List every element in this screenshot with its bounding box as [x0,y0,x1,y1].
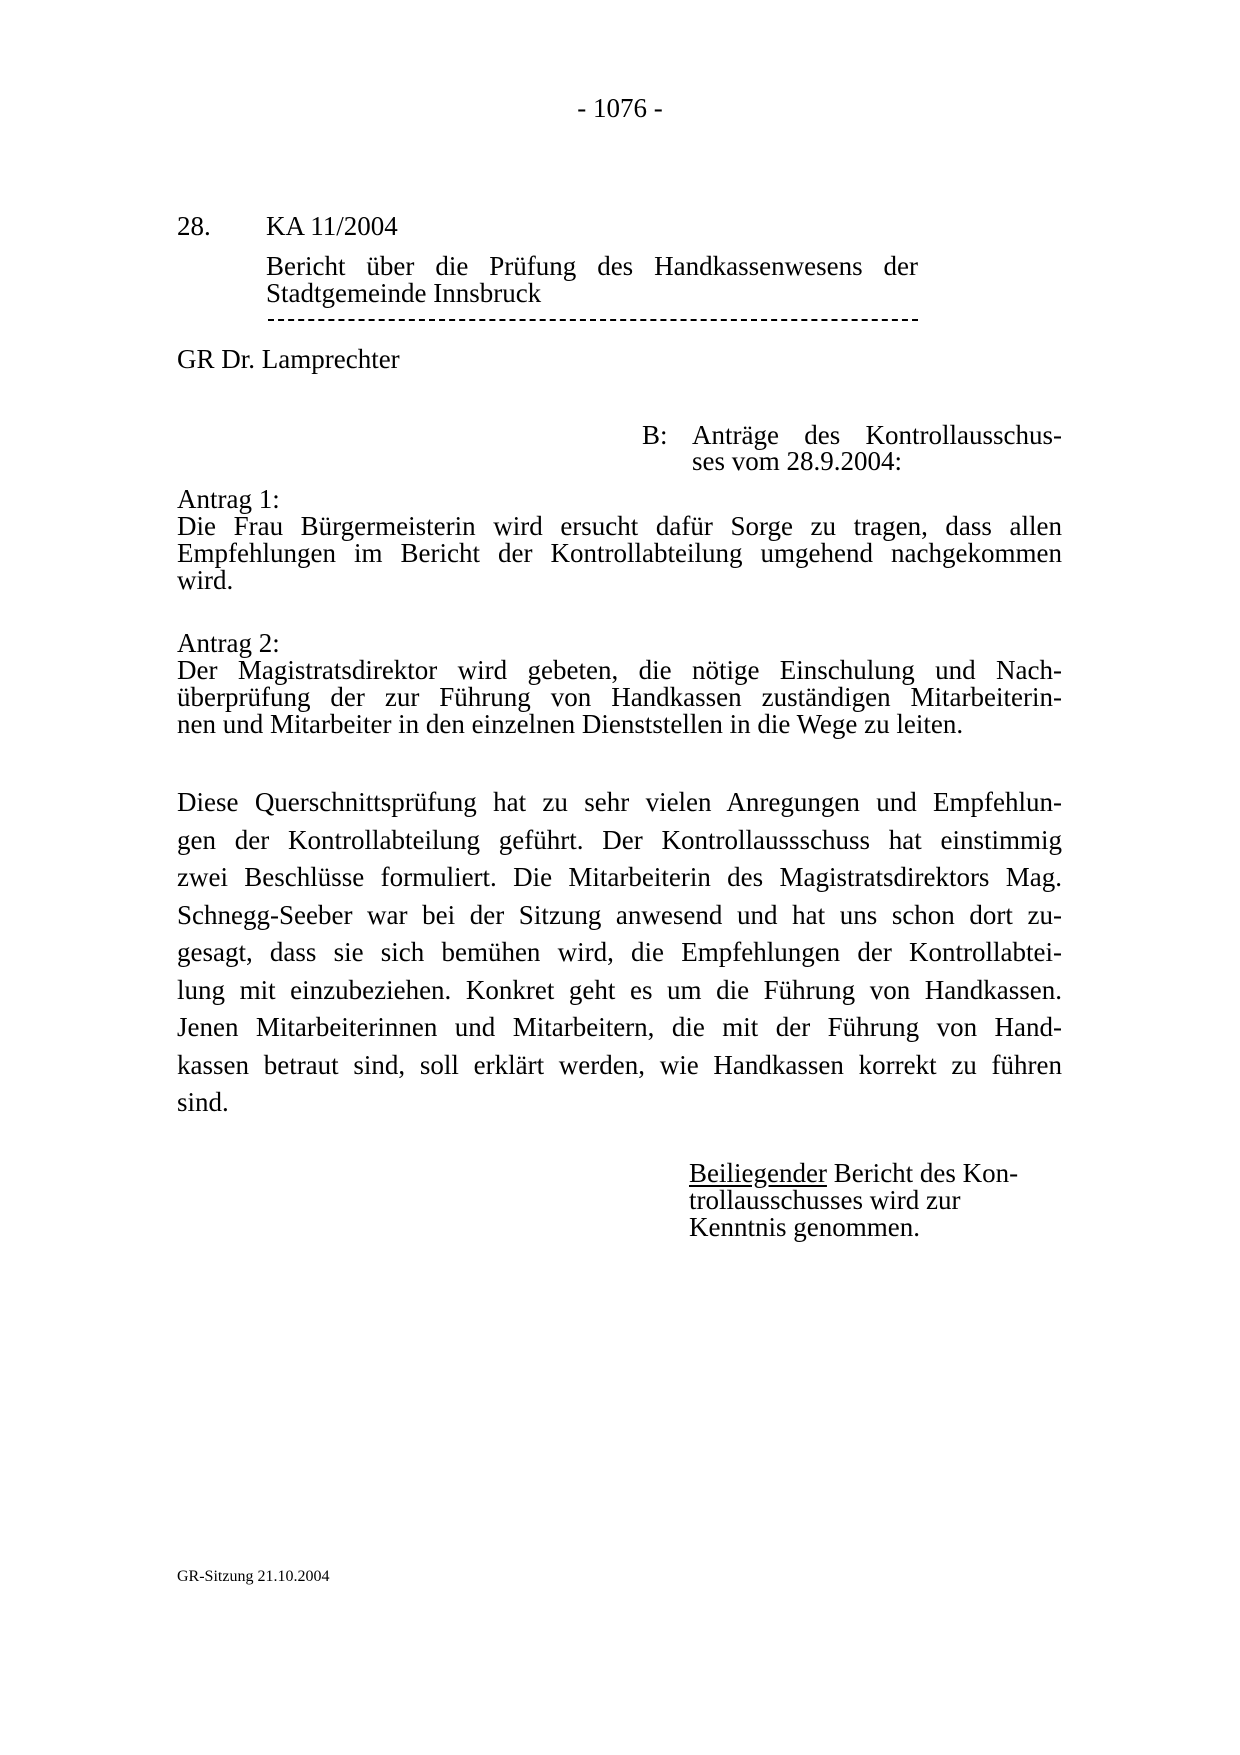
agenda-item-code: KA 11/2004 [266,211,398,241]
antrag-title: Antrag 2: [177,628,280,658]
paragraph-line: Schnegg-Seeber war bei der Sitzung anwesend und hat uns schon dort zu- [177,899,1062,930]
antrag-line: Die Frau Bürgermeisterin wird ersucht dafür Sorge zu tragen, dass allen [177,511,1062,541]
page-footer: GR-Sitzung 21.10.2004 [177,1568,330,1585]
antrag-line: nen und Mitarbeiter in den einzelnen Dienststellen in die Wege zu leiten. [177,709,964,739]
paragraph-line: Jenen Mitarbeiterinnen und Mitarbeitern, die mit der Führung von Hand- [177,1012,1062,1042]
antrag-title: Antrag 1: [177,484,280,514]
antrag-line: wird. [177,565,234,595]
paragraph-line: gesagt, dass sie sich bemühen wird, die Empfehlungen der Kontrollabtei- [177,937,1062,967]
agenda-item-title [266,253,918,307]
speech-paragraph [177,784,1062,1122]
resolution-line: Kenntnis genommen. [689,1212,920,1242]
agenda-item-title-line: Stadtgemeinde Innsbruck [266,278,542,308]
paragraph-line: zwei Beschlüsse formuliert. Die Mitarbeiterin des Magistratsdirektors Mag. [177,862,1062,892]
resolution-line: trollausschusses wird zur [689,1185,961,1215]
antrag-line: Empfehlungen im Bericht der Kontrollabteilung umgehend nachgekommen [177,538,1062,568]
resolution-underlined-word: Beiliegender [689,1158,827,1188]
paragraph-line: sind. [177,1087,229,1117]
motions-heading-label: B: [642,420,668,450]
antrag-1 [177,486,1062,594]
motions-heading-text [692,422,1062,474]
paragraph-line: lung mit einzubeziehen. Konkret geht es um die Führung von Handkassen. [177,974,1062,1005]
paragraph-line: Diese Querschnittsprüfung hat zu sehr vielen Anregungen und Empfehlun- [177,787,1062,817]
paragraph-line: gen der Kontrollabteilung geführt. Der Kontrollaussschuss hat einstimmig [177,824,1062,855]
antrag-line: Der Magistratsdirektor wird gebeten, die nötige Einschulung und Nach- [177,655,1062,685]
motions-heading-line: ses vom 28.9.2004: [692,446,903,476]
resolution-first-line [689,1160,1049,1187]
agenda-item-title-line: Bericht über die Prüfung des Handkassenwesens der [266,251,918,281]
antrag-line: überprüfung der zur Führung von Handkassen zuständigen Mitarbeiterin- [177,682,1062,712]
page-number: - 1076 - [577,93,663,123]
agenda-item-number: 28. [177,211,211,241]
resolution-first-line-rest: Bericht des Kon- [826,1158,1019,1188]
speaker-name: GR Dr. Lamprechter [177,344,400,374]
antrag-2 [177,630,1062,738]
paragraph-line: kassen betraut sind, soll erklärt werden, wie Handkassen korrekt zu führen [177,1049,1062,1080]
resolution-text [689,1160,1049,1241]
separator-rule [268,319,918,321]
motions-heading-line: Anträge des Kontrollausschus- [692,420,1062,450]
